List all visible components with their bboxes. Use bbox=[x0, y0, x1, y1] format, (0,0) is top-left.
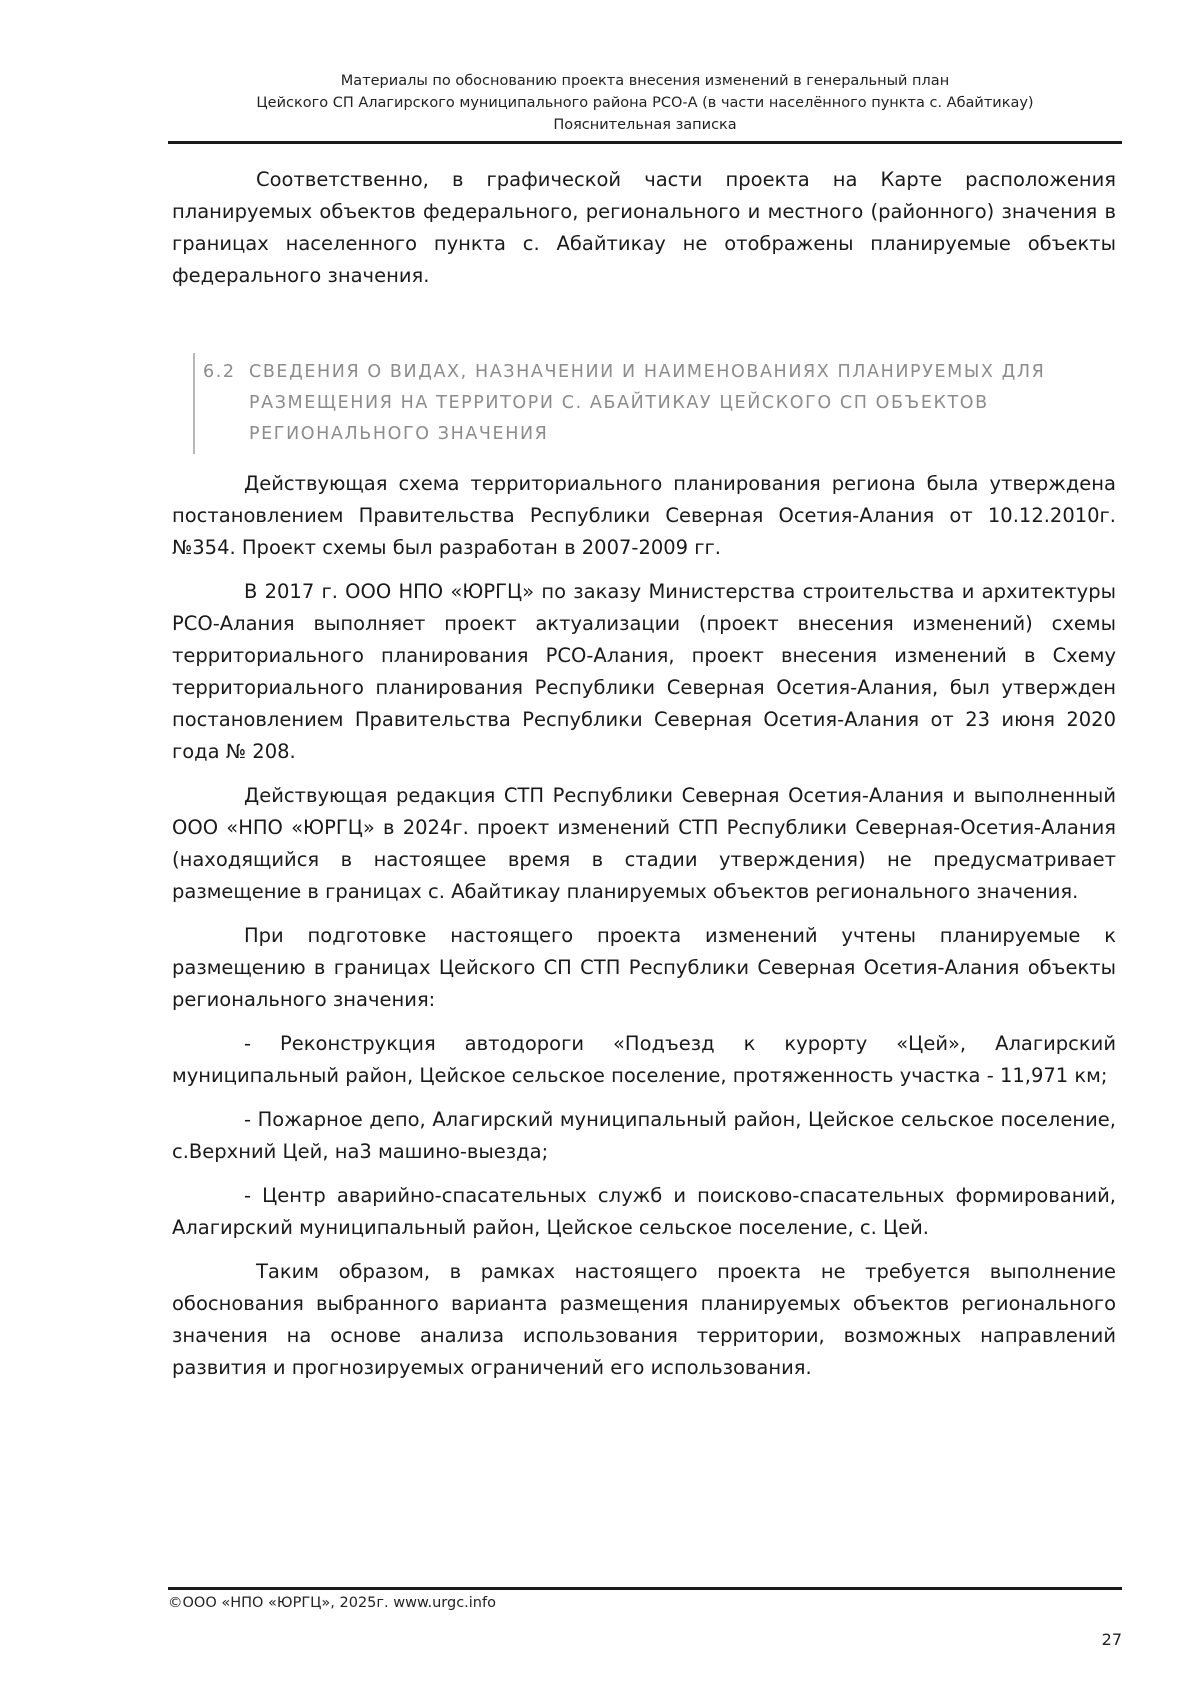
paragraph-stp-current: Действующая схема территориального планирования региона была утверждена постановлением Правительства Республики Северная Осетия-Алания от 10.12.2010г. №354. Проект схемы был разработан в 2007-2009 гг. bbox=[172, 472, 1116, 559]
list-item-fire-depot: - Пожарное депо, Алагирский муниципальный район, Цейское сельское поселение, с.Верхний Цей, на3 машино-выезда; bbox=[172, 1108, 1116, 1163]
document-body bbox=[172, 164, 1116, 1396]
paragraph-stp-2024: Действующая редакция СТП Республики Северная Осетия-Алания и выполненный ООО «НПО «ЮРГЦ» в 2024г. проект изменений СТП Республики Северная-Осетия-Алания (находящийся в настоящее время в стадии утверждения) не предусматривает размещение в границах с. Абайтикау планируемых объектов регионального значения. bbox=[172, 784, 1116, 903]
header-line-3: Пояснительная записка bbox=[553, 117, 737, 133]
section-title: СВЕДЕНИЯ О ВИДАХ, НАЗНАЧЕНИИ И НАИМЕНОВАНИЯХ ПЛАНИРУЕМЫХ ДЛЯ РАЗМЕЩЕНИЯ НА ТЕРРИТОРИ С. АБАЙТИКАУ ЦЕЙСКОГО СП ОБЪЕКТОВ РЕГИОНАЛЬНОГО ЗНАЧЕНИЯ bbox=[249, 362, 1046, 444]
intro-paragraph: Соответственно, в графической части проекта на Карте расположения планируемых объектов федерального, регионального и местного (районного) значения в границах населенного пункта с. Абайтикау не отображены планируемые объекты федерального значения. bbox=[172, 168, 1116, 287]
section-heading bbox=[193, 353, 1116, 454]
header-divider bbox=[168, 141, 1122, 144]
page-header bbox=[168, 70, 1122, 136]
conclusion-paragraph: Таким образом, в рамках настоящего проекта не требуется выполнение обоснования выбранного варианта размещения планируемых объектов регионального значения на основе анализа использования территории, возможных направлений развития и прогнозируемых ограничений его использования. bbox=[172, 1260, 1116, 1379]
header-line-1: Материалы по обоснованию проекта внесения изменений в генеральный план bbox=[340, 73, 950, 89]
list-item-rescue-center: - Центр аварийно-спасательных служб и поисково-спасательных формирований, Алагирский муниципальный район, Цейское сельское поселение, с. Цей. bbox=[172, 1184, 1116, 1239]
footer-divider bbox=[168, 1587, 1122, 1590]
footer-copyright: ©ООО «НПО «ЮРГЦ», 2025г. www.urgc.info bbox=[168, 1595, 496, 1611]
section-number: 6.2 bbox=[203, 362, 236, 382]
paragraph-planned-objects: При подготовке настоящего проекта изменений учтены планируемые к размещению в границах Цейского СП СТП Республики Северная Осетия-Алания объекты регионального значения: bbox=[172, 924, 1116, 1011]
header-line-2: Цейского СП Алагирского муниципального района РСО-А (в части населённого пункта с. Абайтикау) bbox=[256, 95, 1034, 111]
paragraph-stp-2017: В 2017 г. ООО НПО «ЮРГЦ» по заказу Министерства строительства и архитектуры РСО-Алания выполняет проект актуализации (проект внесения изменений) схемы территориального планирования РСО-Алания, проект внесения изменений в Схему территориального планирования Республики Северная Осетия-Алания, был утвержден постановлением Правительства Республики Северная Осетия-Алания от 23 июня 2020 года № 208. bbox=[172, 580, 1116, 763]
page-number: 27 bbox=[1101, 1630, 1122, 1649]
list-item-road-reconstruction: - Реконструкция автодороги «Подъезд к курорту «Цей», Алагирский муниципальный район, Цейское сельское поселение, протяженность участка - 11,971 км; bbox=[172, 1032, 1116, 1087]
